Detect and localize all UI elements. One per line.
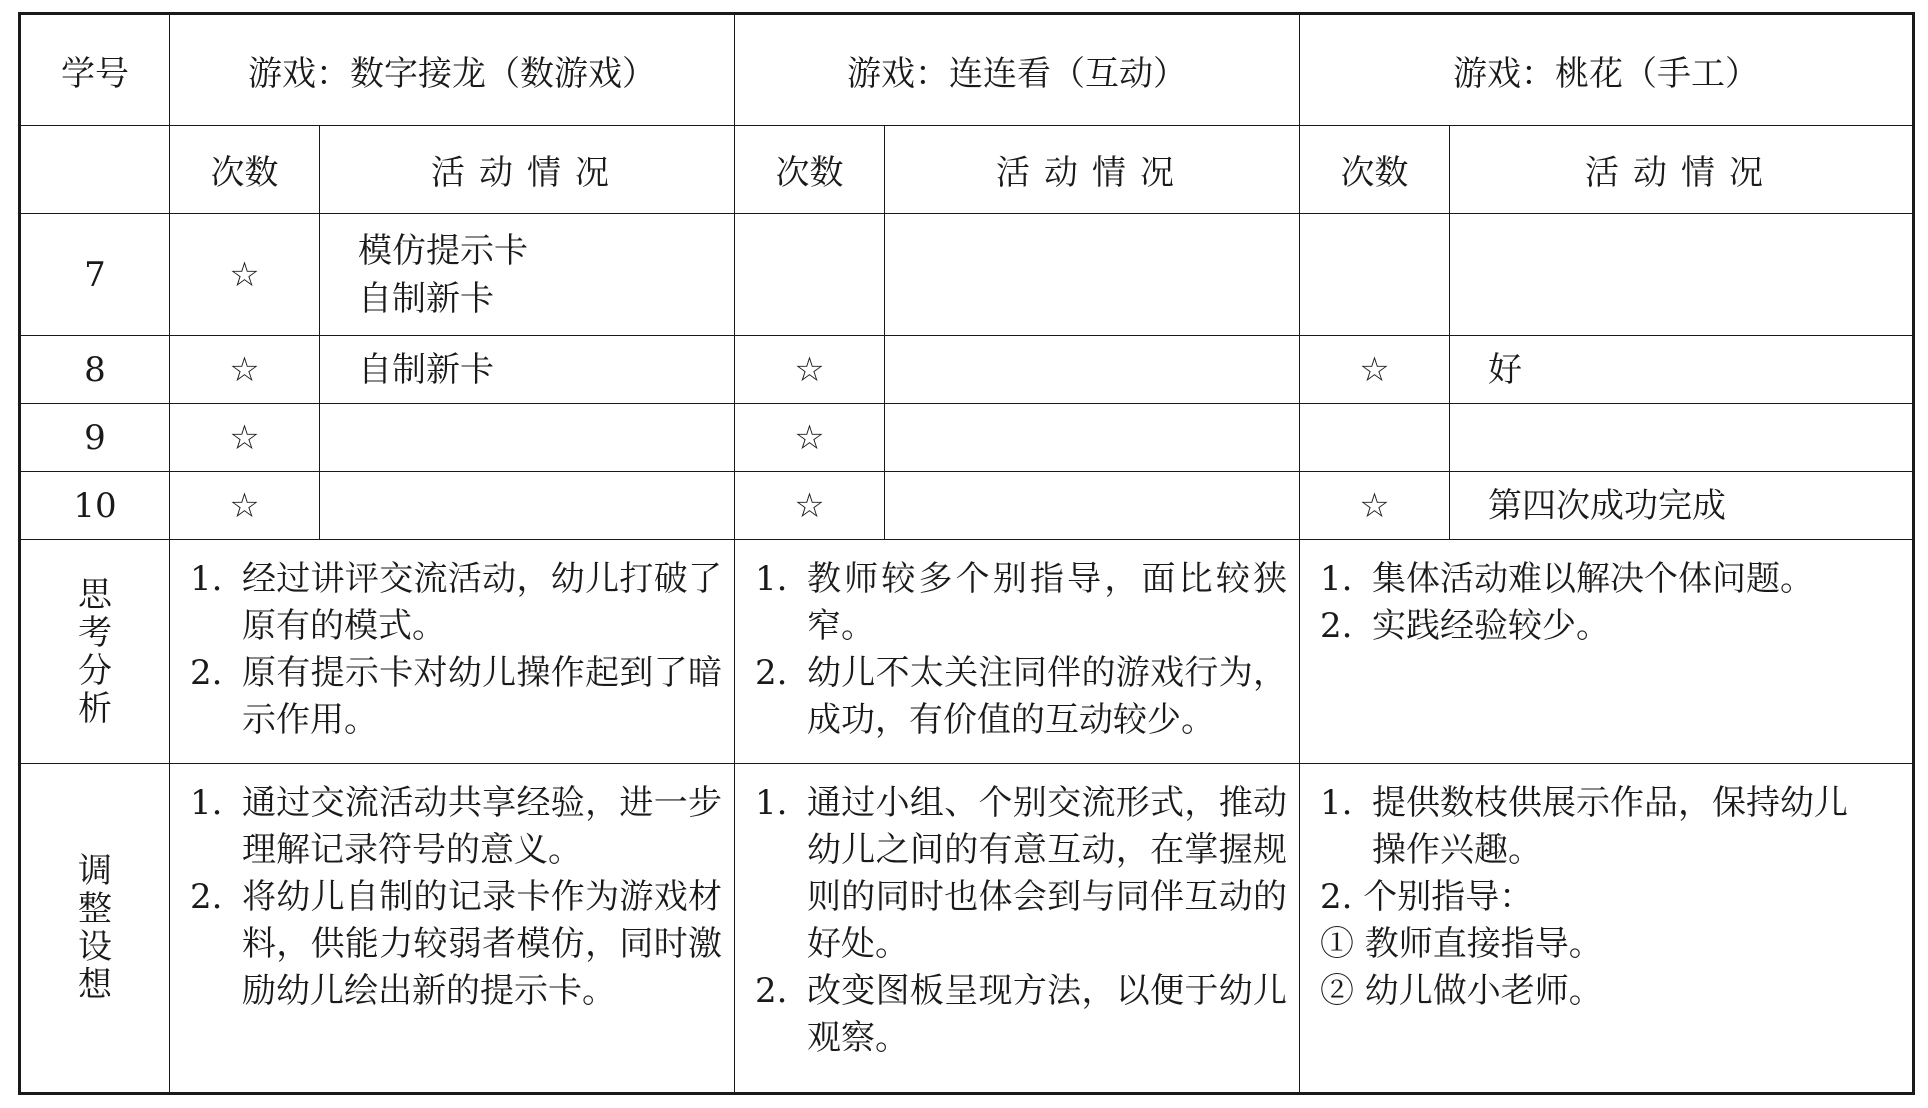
- label-char: 调: [78, 851, 112, 891]
- game2-count-cell: [735, 214, 885, 336]
- note-text: 经过讲评交流活动，幼儿打破了原有的模式。: [242, 559, 722, 646]
- note-item: ① 教师直接指导。: [1320, 924, 1603, 964]
- game3-analysis: [1300, 540, 1914, 764]
- note-item: [1320, 603, 1900, 650]
- activity-line: 模仿提示卡: [358, 230, 528, 271]
- table-wrapper: [18, 12, 1912, 1094]
- game3-activity-cell: 好: [1450, 336, 1914, 404]
- note-text: 实践经验较少。: [1372, 606, 1610, 646]
- game1-header: 游戏：数字接龙（数游戏）: [170, 14, 735, 126]
- table-row: [20, 404, 1914, 472]
- note-text: 将幼儿自制的记录卡作为游戏材料，供能力较弱者模仿，同时激励幼儿绘出新的提示卡。: [242, 877, 722, 1011]
- activity-line: 自制新卡: [358, 278, 494, 319]
- table-row: [20, 336, 1914, 404]
- subheader-row: [20, 126, 1914, 214]
- label-char: 析: [78, 688, 112, 729]
- note-text: 改变图板呈现方法，以便于幼儿观察。: [807, 971, 1287, 1058]
- label-char: 想: [78, 965, 112, 1005]
- student-id-cell: 7: [20, 214, 170, 336]
- analysis-row: [20, 540, 1914, 764]
- game1-count-cell: ☆: [170, 472, 320, 540]
- note-item: 2. 个别指导：: [1320, 877, 1534, 917]
- game2-count-cell: ☆: [735, 336, 885, 404]
- note-item: [755, 650, 1287, 744]
- game2-count-header: 次数: [735, 126, 885, 214]
- game2-activity-header: 活动情况: [885, 126, 1300, 214]
- label-char: 考: [78, 612, 112, 653]
- note-text: 通过交流活动共享经验，进一步理解记录符号的意义。: [242, 783, 722, 870]
- game3-activity-cell: 第四次成功完成: [1450, 472, 1914, 540]
- note-item: [755, 780, 1287, 968]
- game3-activity-cell: [1450, 214, 1914, 336]
- student-id-cell: 8: [20, 336, 170, 404]
- label-char: 设: [78, 927, 112, 967]
- label-char: 分: [78, 650, 112, 691]
- game1-activity-cell: [320, 214, 735, 336]
- note-number: 1.: [755, 559, 788, 599]
- student-id-cell: 9: [20, 404, 170, 472]
- note-number: 2.: [190, 653, 223, 693]
- note-number: 2.: [190, 877, 223, 917]
- note-item: [755, 556, 1287, 650]
- game3-header: 游戏：桃花（手工）: [1300, 14, 1914, 126]
- student-id-header: 学号: [20, 14, 170, 126]
- game2-activity-cell: [885, 472, 1300, 540]
- note-item: [190, 556, 722, 650]
- game3-count-header: 次数: [1300, 126, 1450, 214]
- note-number: 2.: [755, 653, 788, 693]
- game2-count-cell: ☆: [735, 472, 885, 540]
- note-text: 提供数枝供展示作品，保持幼儿: [1372, 783, 1848, 823]
- note-text: 集体活动难以解决个体问题。: [1372, 559, 1814, 599]
- note-number: 2.: [1320, 606, 1353, 646]
- game3-adjustment: [1300, 764, 1914, 1094]
- table-row: [20, 214, 1914, 336]
- note-text: 幼儿不太关注同伴的游戏行为，成功，有价值的互动较少。: [807, 653, 1287, 740]
- note-number: 2.: [755, 971, 788, 1011]
- note-text: 通过小组、个别交流形式，推动幼儿之间的有意互动，在掌握规则的同时也体会到与同伴互动的好处。: [807, 783, 1287, 964]
- analysis-label: [20, 540, 170, 764]
- note-number: 1.: [1320, 783, 1353, 823]
- adjustment-label: [20, 764, 170, 1094]
- label-char: 思: [78, 574, 112, 615]
- game2-header: 游戏：连连看（互动）: [735, 14, 1300, 126]
- note-number: 1.: [190, 559, 223, 599]
- note-item: ② 幼儿做小老师。: [1320, 971, 1603, 1011]
- note-text: 教师较多个别指导，面比较狭窄。: [807, 559, 1287, 646]
- game2-count-cell: ☆: [735, 404, 885, 472]
- game3-count-cell: [1300, 404, 1450, 472]
- note-item: [190, 650, 722, 744]
- note-item: [190, 780, 722, 874]
- game1-activity-cell: [320, 472, 735, 540]
- game1-adjustment: [170, 764, 735, 1094]
- note-number: 1.: [755, 783, 788, 823]
- note-item: [1320, 556, 1900, 603]
- note-text: 原有提示卡对幼儿操作起到了暗示作用。: [242, 653, 722, 740]
- game3-activity-cell: [1450, 404, 1914, 472]
- adjustment-row: [20, 764, 1914, 1094]
- header-row: [20, 14, 1914, 126]
- game3-count-cell: ☆: [1300, 336, 1450, 404]
- game3-count-cell: ☆: [1300, 472, 1450, 540]
- game1-activity-header: 活动情况: [320, 126, 735, 214]
- game1-activity-cell: 自制新卡: [320, 336, 735, 404]
- game2-activity-cell: [885, 214, 1300, 336]
- game2-adjustment: [735, 764, 1300, 1094]
- note-item: [190, 874, 722, 1015]
- game3-count-cell: [1300, 214, 1450, 336]
- game2-analysis: [735, 540, 1300, 764]
- game1-analysis: [170, 540, 735, 764]
- table-row: [20, 472, 1914, 540]
- note-number: 1.: [190, 783, 223, 823]
- label-char: 整: [78, 889, 112, 929]
- game1-count-header: 次数: [170, 126, 320, 214]
- game1-activity-cell: [320, 404, 735, 472]
- game1-count-cell: ☆: [170, 404, 320, 472]
- note-text-continuation: 操作兴趣。: [1372, 830, 1542, 870]
- game2-activity-cell: [885, 336, 1300, 404]
- note-item: [1320, 780, 1900, 827]
- student-id-cell: 10: [20, 472, 170, 540]
- note-item: [755, 968, 1287, 1062]
- note-number: 1.: [1320, 559, 1353, 599]
- game2-activity-cell: [885, 404, 1300, 472]
- activity-record-table: [18, 12, 1915, 1095]
- game1-count-cell: ☆: [170, 214, 320, 336]
- game3-activity-header: 活动情况: [1450, 126, 1914, 214]
- empty-subheader-cell: [20, 126, 170, 214]
- game1-count-cell: ☆: [170, 336, 320, 404]
